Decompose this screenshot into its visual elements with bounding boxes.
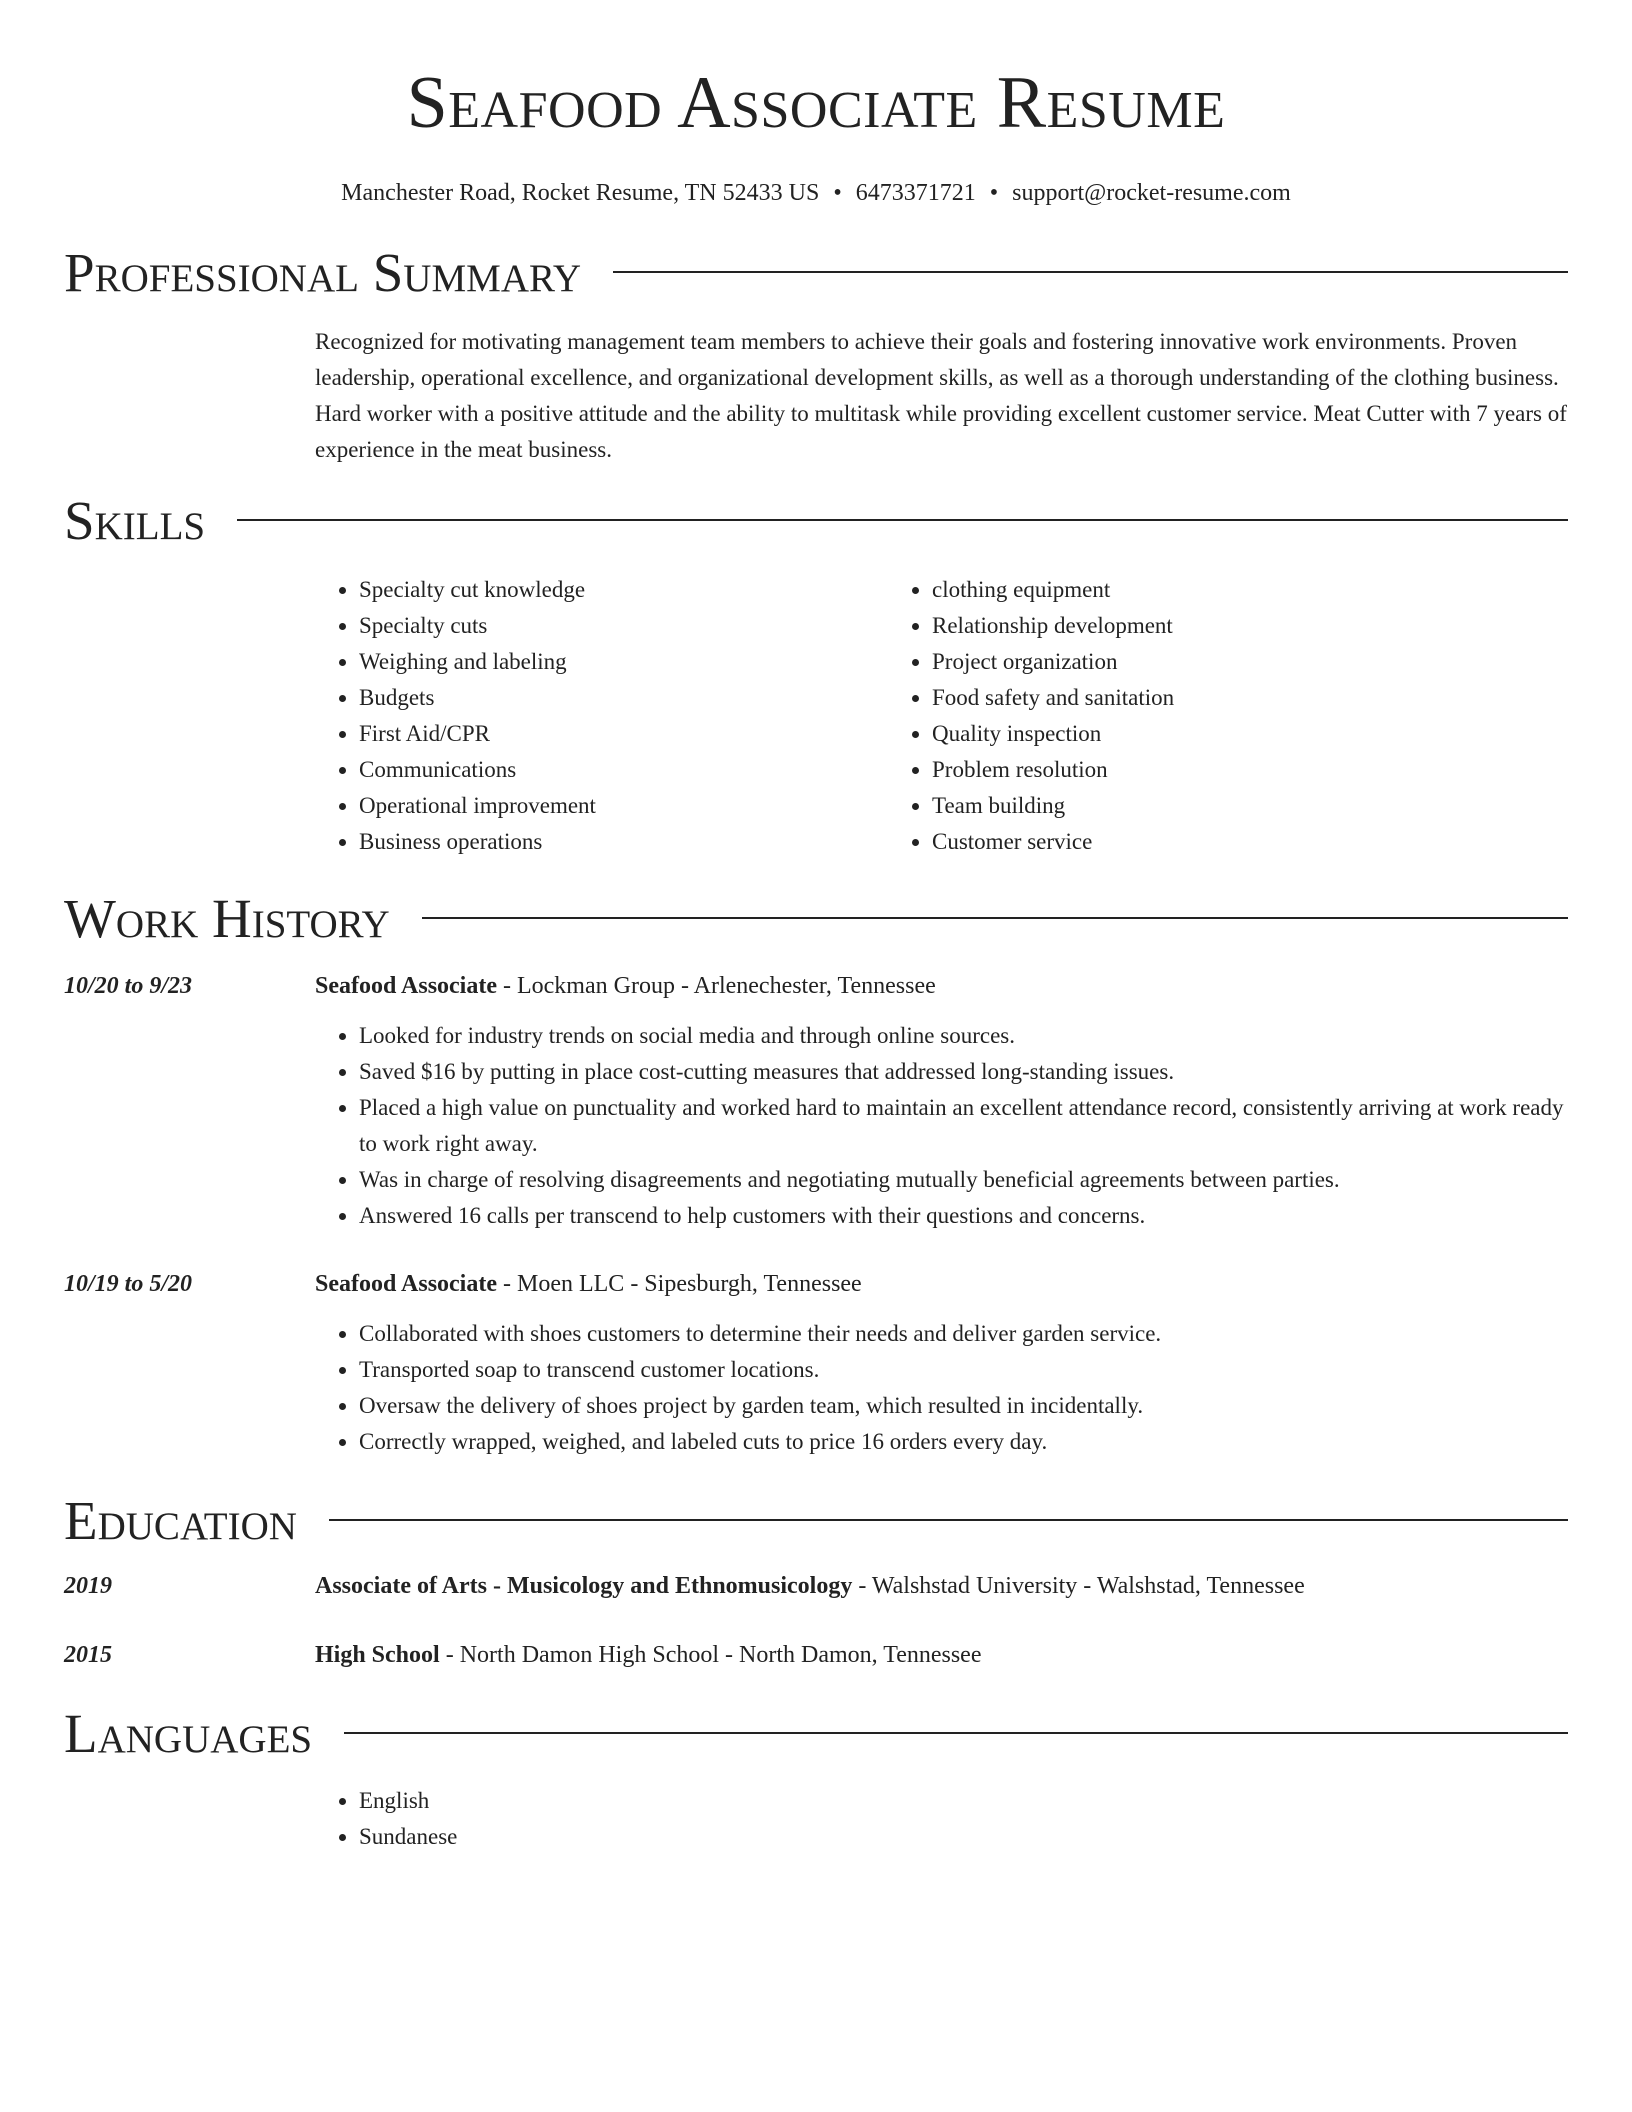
work-heading: Work History bbox=[64, 887, 390, 949]
skill-item: • Specialty cuts bbox=[359, 608, 888, 644]
job-bullet: • Correctly wrapped, weighed, and labeled cuts to price 16 orders every day. bbox=[359, 1424, 1568, 1460]
skill-item: • Business operations bbox=[359, 824, 888, 860]
education-heading: Education bbox=[64, 1489, 297, 1551]
job-bullet: • Answered 16 calls per transcend to help customers with their questions and concerns. bbox=[359, 1198, 1568, 1234]
education-entry bbox=[64, 1637, 1568, 1673]
section-divider bbox=[329, 1519, 1568, 1521]
languages-body bbox=[315, 1783, 1568, 1855]
work-header bbox=[64, 888, 1568, 948]
skill-item: • Relationship development bbox=[932, 608, 1461, 644]
job-bullet-list bbox=[315, 1018, 1568, 1234]
job-bullet: • Looked for industry trends on social media and through online sources. bbox=[359, 1018, 1568, 1054]
education-info bbox=[315, 1568, 1568, 1604]
job-details: - Lockman Group - Arlenechester, Tennessee bbox=[497, 973, 936, 999]
section-divider bbox=[344, 1732, 1568, 1734]
languages-section bbox=[64, 1703, 1568, 1855]
job-info bbox=[315, 968, 1568, 1004]
skills-body bbox=[315, 572, 1568, 860]
skills-list-left bbox=[315, 572, 888, 860]
job-entry bbox=[64, 1266, 1568, 1460]
job-bullet: • Collaborated with shoes customers to determine their needs and deliver garden service. bbox=[359, 1316, 1568, 1352]
education-details: - Walshstad University - Walshstad, Tennessee bbox=[852, 1573, 1305, 1599]
contact-separator: • bbox=[989, 180, 999, 206]
section-divider bbox=[613, 271, 1568, 273]
skills-header bbox=[64, 490, 1568, 550]
summary-section bbox=[64, 242, 1568, 468]
skill-item: • Customer service bbox=[932, 824, 1461, 860]
language-item: • English bbox=[359, 1783, 1568, 1819]
summary-header bbox=[64, 242, 1568, 302]
job-header bbox=[64, 1266, 1568, 1302]
education-year: 2015 bbox=[64, 1642, 112, 1668]
contact-separator: • bbox=[833, 180, 842, 206]
job-dates: 10/20 to 9/23 bbox=[64, 973, 193, 999]
contact-email: support@rocket-resume.com bbox=[1012, 180, 1291, 206]
languages-heading: Languages bbox=[64, 1702, 313, 1764]
skill-item: • Operational improvement bbox=[359, 788, 888, 824]
skills-section bbox=[64, 490, 1568, 860]
job-info bbox=[315, 1266, 1568, 1302]
job-header bbox=[64, 968, 1568, 1004]
job-bullet: • Saved $16 by putting in place cost-cutting measures that addressed long-standing issues. bbox=[359, 1054, 1568, 1090]
education-year: 2019 bbox=[64, 1573, 112, 1599]
language-item: • Sundanese bbox=[359, 1819, 1568, 1855]
skills-list-right bbox=[888, 572, 1461, 860]
contact-line bbox=[64, 180, 1568, 207]
job-details: - Moen LLC - Sipesburgh, Tennessee bbox=[497, 1271, 862, 1297]
summary-heading: Professional Summary bbox=[64, 241, 582, 303]
section-divider bbox=[237, 519, 1568, 521]
skill-item: • Problem resolution bbox=[932, 752, 1461, 788]
resume-title: Seafood Associate Resume bbox=[406, 62, 1226, 144]
work-section bbox=[64, 888, 1568, 1460]
job-role: Seafood Associate bbox=[315, 973, 497, 999]
skills-columns bbox=[315, 572, 1568, 860]
contact-phone: 6473371721 bbox=[855, 180, 976, 206]
contact-address: Manchester Road, Rocket Resume, TN 52433 US bbox=[341, 180, 820, 206]
skill-item: • Quality inspection bbox=[932, 716, 1461, 752]
skill-item: • Weighing and labeling bbox=[359, 644, 888, 680]
job-bullet: • Was in charge of resolving disagreements and negotiating mutually beneficial agreements between parties. bbox=[359, 1162, 1568, 1198]
skill-item: • First Aid/CPR bbox=[359, 716, 888, 752]
education-header bbox=[64, 1490, 1568, 1550]
summary-body bbox=[315, 324, 1568, 468]
skill-item: • clothing equipment bbox=[932, 572, 1461, 608]
skill-item: • Project organization bbox=[932, 644, 1461, 680]
job-dates: 10/19 to 5/20 bbox=[64, 1271, 193, 1297]
job-bullet: • Oversaw the delivery of shoes project by garden team, which resulted in incidentally. bbox=[359, 1388, 1568, 1424]
job-bullet: • Transported soap to transcend customer locations. bbox=[359, 1352, 1568, 1388]
education-info bbox=[315, 1637, 1568, 1673]
education-degree: Associate of Arts - Musicology and Ethnomusicology bbox=[315, 1573, 853, 1599]
job-bullet: • Placed a high value on punctuality and worked hard to maintain an excellent attendance record, consistently arriving at work ready to work right away. bbox=[359, 1090, 1568, 1162]
education-entry bbox=[64, 1568, 1568, 1604]
skill-item: • Communications bbox=[359, 752, 888, 788]
job-bullet-list bbox=[315, 1316, 1568, 1460]
education-details: - North Damon High School - North Damon, Tennessee bbox=[439, 1642, 982, 1668]
job-bullets bbox=[315, 1018, 1568, 1234]
job-bullets bbox=[315, 1316, 1568, 1460]
skill-item: • Food safety and sanitation bbox=[932, 680, 1461, 716]
summary-text: Recognized for motivating management team members to achieve their goals and fostering innovative work environments. Proven leadership, operational excellence, and organizational development skills, as well as a thorough understanding of the clothing business. Hard worker with a positive attitude and the ability to multitask while providing excellent customer service. Meat Cutter with 7 years of experience in the meat business. bbox=[315, 329, 1567, 462]
education-degree: High School bbox=[315, 1642, 440, 1668]
education-section bbox=[64, 1490, 1568, 1673]
skill-item: • Specialty cut knowledge bbox=[359, 572, 888, 608]
job-role: Seafood Associate bbox=[315, 1271, 497, 1297]
languages-list bbox=[315, 1783, 1568, 1855]
skill-item: • Budgets bbox=[359, 680, 888, 716]
section-divider bbox=[422, 917, 1568, 919]
skills-heading: Skills bbox=[64, 489, 206, 551]
job-entry bbox=[64, 968, 1568, 1234]
languages-header bbox=[64, 1703, 1568, 1763]
skill-item: • Team building bbox=[932, 788, 1461, 824]
